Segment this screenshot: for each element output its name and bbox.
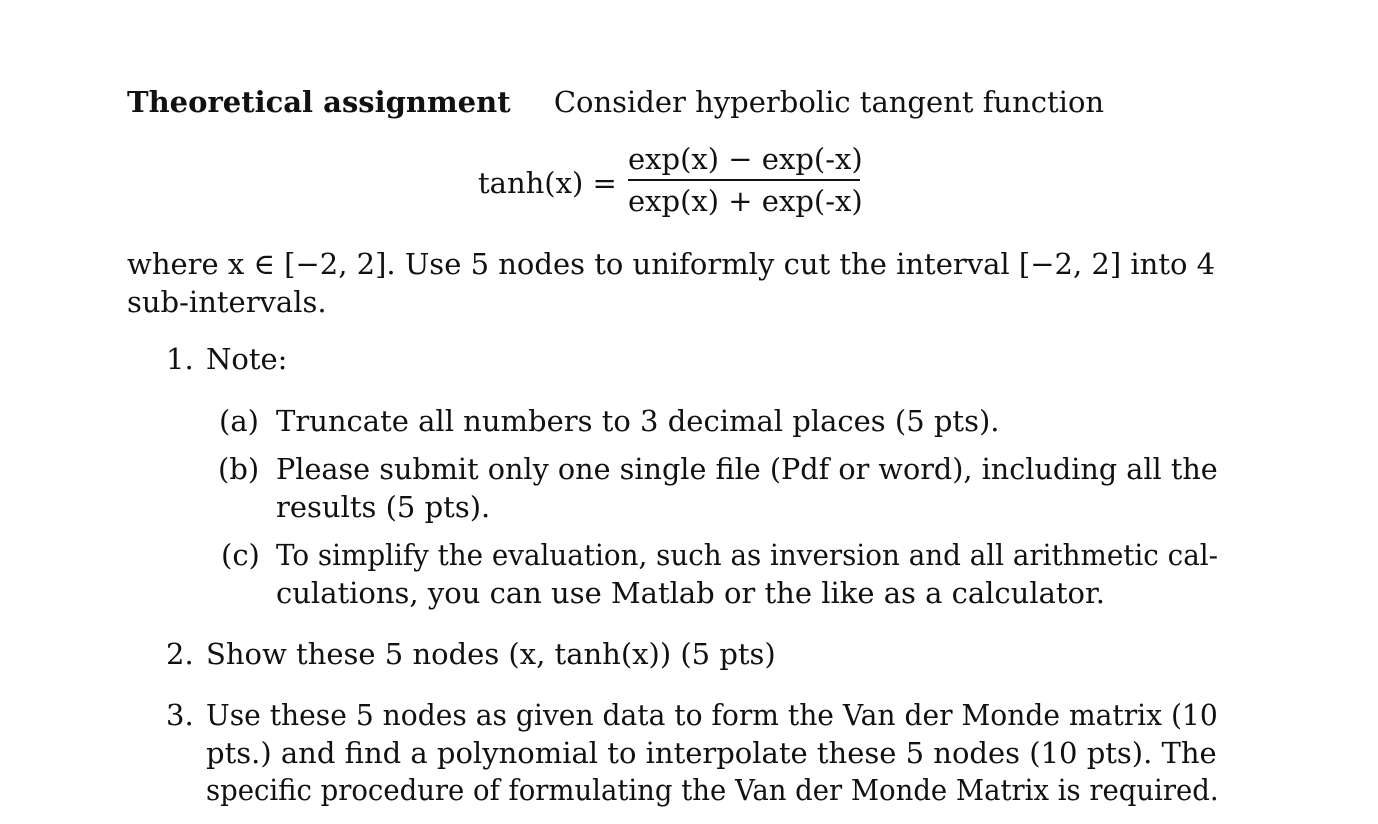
assignment-header xyxy=(127,84,1104,120)
list-item-3-text-line-1: Use these 5 nodes as given data to form the Van der Monde matrix (10 xyxy=(206,698,1218,732)
equation-numerator: exp(x) − exp(-x) xyxy=(628,142,863,176)
subitem-b-label: (b) xyxy=(218,452,260,486)
subitem-b-text-line-1: Please submit only one single file (Pdf or word), including all the xyxy=(276,452,1218,486)
list-item-2-text: Show these 5 nodes (x, tanh(x)) (5 pts) xyxy=(206,637,776,671)
paragraph-line-1: where x ∈ [−2, 2]. Use 5 nodes to uniformly cut the interval [−2, 2] into 4 xyxy=(127,247,1216,281)
list-item-3-text-line-3: specific procedure of formulating the Van der Monde Matrix is required. xyxy=(206,773,1219,807)
subitem-a-text: Truncate all numbers to 3 decimal places (5 pts). xyxy=(276,404,1000,438)
assignment-intro: Consider hyperbolic tangent function xyxy=(553,85,1105,119)
list-item-2-number: 2. xyxy=(166,637,194,671)
list-item-1-number: 1. xyxy=(166,342,194,376)
list-item-3-number: 3. xyxy=(166,698,194,732)
fraction-bar xyxy=(628,179,860,181)
assignment-title: Theoretical assignment xyxy=(127,85,511,119)
subitem-c-text-line-2: culations, you can use Matlab or the like as a calculator. xyxy=(276,576,1105,610)
equation-denominator: exp(x) + exp(-x) xyxy=(628,184,863,218)
subitem-b-text-line-2: results (5 pts). xyxy=(276,490,491,524)
subitem-a-label: (a) xyxy=(219,404,259,438)
equation-lhs: tanh(x) = xyxy=(478,166,617,200)
equation-fraction xyxy=(628,141,863,219)
paragraph-line-2: sub-intervals. xyxy=(127,285,327,319)
subitem-c-text-line-1: To simplify the evaluation, such as inversion and all arithmetic cal- xyxy=(276,538,1219,572)
list-item-3-text-line-2: pts.) and find a polynomial to interpolate these 5 nodes (10 pts). The xyxy=(206,736,1217,770)
subitem-c-label: (c) xyxy=(221,538,260,572)
list-item-1-text: Note: xyxy=(206,342,288,376)
